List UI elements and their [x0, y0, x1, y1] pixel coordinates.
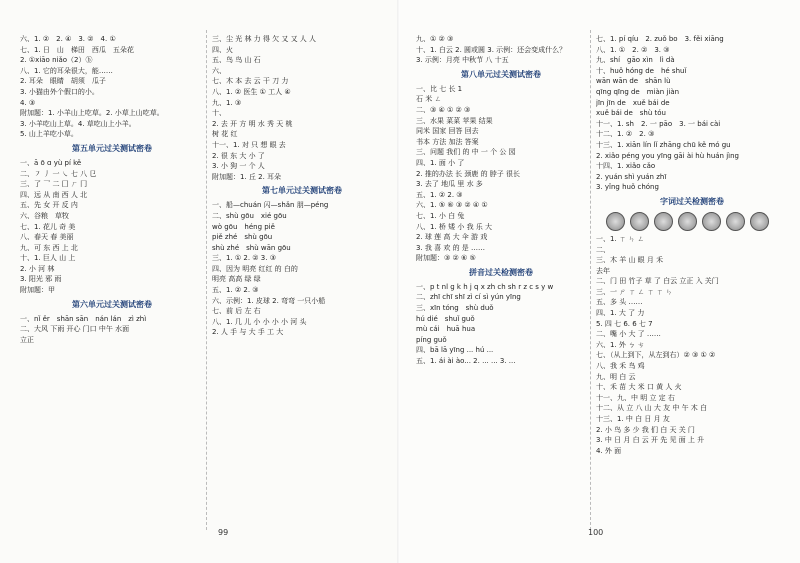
answer-line: 三、了 乛 二 囗 ㄏ 冂	[20, 180, 88, 189]
answer-line: 三、一 ㄕ ㄒ ㄥ ㄒ ㄒ ㄣ	[596, 287, 673, 296]
answer-line: 八、1. ① 2. ② 3. ③	[596, 45, 670, 54]
answer-line: 九、① ② ③	[416, 35, 454, 43]
answer-line: 六、示例：1. 皮球 2. 弯弯 一只小船	[212, 296, 326, 305]
sun-icon	[678, 212, 697, 231]
answer-line: 六、	[212, 66, 226, 75]
answer-line: 2. 耳朵 眼睛 胡须 瓜子	[20, 77, 106, 86]
answer-line: 十一、1. sh 2. 一 pāo 3. 一 bái cài	[596, 119, 721, 128]
answer-line: 六、谷粮 草牧	[20, 211, 69, 220]
answer-line: 2. 小 河 林	[20, 264, 55, 273]
answer-line: 二、大风 下雨 开心 门口 中午 水面	[20, 325, 130, 334]
answer-line: 三、xīn tóng shù duǒ	[416, 304, 494, 313]
answer-line: 三、问题 我们 的 中 一 个 公 园	[416, 148, 516, 157]
answer-line: 五、鸟 鸟 山 石	[212, 56, 261, 65]
answer-line: 四、bā lā yīng ... hú ...	[416, 346, 494, 355]
answer-line: 4. ③	[20, 98, 36, 107]
left-page-column-1	[20, 34, 204, 345]
answer-line: 八、春天 春 美丽	[20, 233, 74, 242]
answer-line: 四、因为 明亮 红红 的 白的	[212, 264, 298, 273]
answer-line: píng guǒ	[416, 335, 447, 344]
answer-line: 4. 外 面	[596, 446, 622, 455]
watermelon-icon	[606, 212, 625, 231]
answer-line: 六、1. 外 ㄅ ㄘ	[596, 340, 645, 349]
right-page	[400, 0, 800, 563]
answer-line: 一、比 七 长 1	[416, 84, 463, 93]
answer-line: 六、1. ⑤ ⑥ ③ ② ④ ①	[416, 201, 488, 210]
answer-line: 一、1. ㄒ ㄣ ㄥ	[596, 234, 645, 243]
answer-line: 2. 去 开 方 明 水 秀 天 桃	[212, 119, 293, 128]
answer-line: 七、（从上到下，从左到右）② ③ ① ②	[596, 351, 716, 360]
answer-line: 2. 很 东 大 小 了	[212, 151, 265, 160]
answer-line: 八、1. 桥 矮 小 我 乐 大	[416, 222, 493, 231]
answer-line: 四、远 从 南 西 人 北	[20, 190, 88, 199]
answer-line: 二、	[596, 245, 610, 254]
answer-line: 十、	[212, 109, 226, 118]
answer-line: 一、p t nl ɡ k h j q x zh ch sh r z c s y w	[416, 282, 554, 291]
answer-line: 2. 球 莲 高 大 伞 游 戏	[416, 233, 488, 242]
answer-line: 四、火	[212, 45, 233, 54]
answer-line: 八、1. 几 儿 小 小 小 小 河 头	[212, 317, 307, 326]
answer-line: mù cái huā hua	[416, 325, 476, 334]
leaf-icon	[654, 212, 673, 231]
answer-line: 一、nǐ ěr shān sān nán lán zì zhì	[20, 314, 147, 323]
answer-line: 七、1. 日 山 梯田 西瓜 五朵花	[20, 45, 134, 54]
answer-line: piě zhé shù gōu	[212, 233, 273, 242]
column-divider	[206, 30, 207, 530]
answer-line: 十、1. 巨人 山 上	[20, 254, 76, 263]
answer-line: 2. yuán shì yuán zhī	[596, 172, 667, 181]
answer-line: 附加题：甲	[20, 286, 55, 295]
answer-line: 2. 推的办法 长 颈鹿 的 脖子 很长	[416, 169, 521, 178]
answer-line: 2. 小 鸟 多 少 我 们 白 天 关 门	[596, 425, 695, 434]
answer-line: 七、1. 花儿 奇 美	[20, 222, 76, 231]
answer-line: 七、1. pí qíu 2. zuǒ bo 3. fěi xiāng	[596, 35, 724, 43]
answer-line: 2. xiǎo péng you yīng gāi ài hù huán jìng	[596, 151, 739, 160]
answer-line: 十二、1. ② 2. ③	[596, 130, 655, 139]
right-page-column-2	[596, 34, 788, 456]
answer-line: 3. 中 日 月 白 云 开 先 见 面 上 升	[596, 436, 705, 445]
answer-line: 三、1. ① 2. ② 3. ③	[212, 254, 276, 263]
answer-line: 二、shù gōu xié gōu	[212, 211, 287, 220]
answer-line: 5. 山上羊吃小草。	[20, 130, 78, 139]
tree-icon	[726, 212, 745, 231]
answer-line: jīn jīn de xuě bái de	[596, 98, 670, 107]
answer-line: 附加题：1. 小羊山上吃草。2. 小草上山吃草。	[20, 109, 164, 118]
answer-line: 二、嘴 小 大 了 ……	[596, 330, 661, 339]
answer-line: 3. 小猫由外个假口的小。	[20, 87, 99, 96]
unit5-heading: 第五单元过关测试密卷	[72, 143, 152, 153]
answer-line: 三、水果 菜菜 苹果 结果	[416, 116, 493, 125]
answer-line: 3. 去了 地瓜 里 水 多	[416, 180, 483, 189]
answer-line: 二、③ ④ ① ② ③	[416, 105, 471, 114]
answer-line: 九、shí gāo xìn lì dà	[596, 56, 675, 65]
answer-line: 四、1. 大 了 力	[596, 309, 645, 318]
ziyu-heading: 字词过关检测密卷	[660, 196, 724, 206]
answer-line: 树 花 红	[212, 130, 238, 139]
answer-line: xuě bái de shù tóu	[596, 109, 666, 118]
answer-line: 3. 我 喜 欢 的 是 ……	[416, 243, 486, 252]
unit7-heading: 第七单元过关测试密卷	[262, 186, 342, 196]
answer-line: 十、禾 苗 大 米 口 黄 人 火	[596, 383, 682, 392]
answer-line: 2. ①xiāo niǎo（2）ⓑ	[20, 56, 93, 65]
answer-line: 去年	[596, 266, 610, 275]
answer-line: 书本 方法 加法 答案	[416, 137, 479, 146]
answer-line: hú dié shuǐ guǒ	[416, 314, 475, 323]
answer-line: 八、我 禾 鸟 鸡	[596, 362, 645, 371]
answer-line: 十、1. 白云 2. 圆或圆 3. 示例：还会变成什么？	[416, 45, 567, 54]
answer-line: 一、船—chuán 闪—shǎn 朋—péng	[212, 201, 329, 210]
right-page-column-1	[416, 34, 586, 367]
answer-line: 石 米 ㄥ	[416, 95, 442, 104]
picture-row	[606, 212, 788, 231]
answer-line: 二、zhī chī shī zì cí sì yún yīng	[416, 293, 521, 302]
answer-line: 五、1. ái ài ào... 2. ... ... 3. ...	[416, 357, 516, 366]
answer-line: 十一、九、中 明 立 定 右	[596, 393, 675, 402]
answer-line: 八、1. ② 医生 ① 工人 ④	[212, 87, 291, 96]
answer-line: 立正	[20, 335, 34, 344]
answer-line: 十二、从 立 八 山 大 友 中 午 木 白	[596, 404, 708, 413]
answer-line: 九、1. ③	[212, 98, 242, 107]
answer-line: 九、明 白 云	[596, 372, 636, 381]
answer-line: 五、先 女 开 反 内	[20, 201, 78, 210]
answer-line: 十三、1. xiān lín lǐ zhāng chū kě mó gu	[596, 140, 731, 149]
unit8-heading: 第八单元过关测试密卷	[461, 69, 541, 79]
answer-line: 四、1. 面 小 了	[416, 158, 465, 167]
answer-line: 二、门 田 竹子 草 了 白云 立正 入 关门	[596, 277, 719, 286]
pinyin-heading: 拼音过关检测密卷	[469, 267, 533, 277]
answer-line: qīng qīng de miàn jiàn	[596, 87, 680, 96]
page-number-right: 100	[588, 528, 604, 537]
answer-line: 一、ā ō ɑ yù pí kě	[20, 158, 82, 167]
answer-line: 十一、1. 对 只 想 眼 去	[212, 140, 286, 149]
answer-line: 十四、1. xiǎo cǎo	[596, 162, 656, 171]
answer-line: 二、㇇ 丿 一 ㇏ 七 八 㔾	[20, 169, 97, 178]
answer-line: 3. 阳光 邪 雨	[20, 275, 62, 284]
answer-line: 3. yǐng huǒ chóng	[596, 183, 659, 192]
answer-line: 附加题：1. 丘 2. 耳朵	[212, 172, 282, 181]
answer-line: 明亮 高高 绿 绿	[212, 275, 261, 284]
answer-line: 七、前 后 左 右	[212, 307, 261, 316]
answer-line: 3. 小 狗 一 个 人	[212, 162, 265, 171]
answer-line: 2. 人 手 与 大 手 工 大	[212, 328, 284, 337]
answer-line: 三、木 羊 山 眼 月 禾	[596, 256, 664, 265]
answer-line: 八、1. 它的耳朵很大，能……	[20, 66, 113, 75]
answer-line: 九、可 东 西 上 北	[20, 243, 78, 252]
unit6-heading: 第六单元过关测试密卷	[72, 299, 152, 309]
answer-line: 十三、1. 中 白 日 月 友	[596, 415, 670, 423]
apple-icon	[702, 212, 721, 231]
answer-line: wò gōu héng piě	[212, 222, 275, 231]
answer-line: 附加题：③ ② ⑥ ⑤	[416, 254, 476, 263]
ball-icon	[630, 212, 649, 231]
answer-line: 5. 四 七 6. 6 七 7	[596, 319, 653, 328]
left-page-column-2	[212, 34, 392, 338]
answer-line: 同米 国家 回答 回去	[416, 127, 479, 136]
column-divider	[590, 30, 591, 530]
answer-line: 五、多 头 ……	[596, 298, 643, 307]
answer-line: 3. 小羊吃山上草。4. 草吃山上小羊。	[20, 119, 136, 128]
answer-line: wān wān de shān lù	[596, 77, 671, 86]
answer-line: 五、1. ② 2. ③	[212, 286, 259, 295]
page-number-left: 99	[218, 528, 229, 537]
answer-line: 三、尘 光 林 力 得 欠 又 又 人 人	[212, 35, 317, 43]
answer-line: 3. 示例：月亮 中秋节 八 十五	[416, 56, 509, 65]
answer-line: 六、1. ② 2. ④ 3. ② 4. ①	[20, 35, 116, 43]
answer-line: 十、huǒ hóng de hé shuǐ	[596, 66, 687, 75]
flower-icon	[750, 212, 769, 231]
answer-line: 七、1. 小 白 兔	[416, 211, 465, 220]
answer-line: shù zhé shù wān gōu	[212, 243, 291, 252]
answer-line: 七、木 本 去 云 干 刀 力	[212, 77, 289, 86]
answer-line: 五、1. ② 2. ③	[416, 190, 463, 199]
